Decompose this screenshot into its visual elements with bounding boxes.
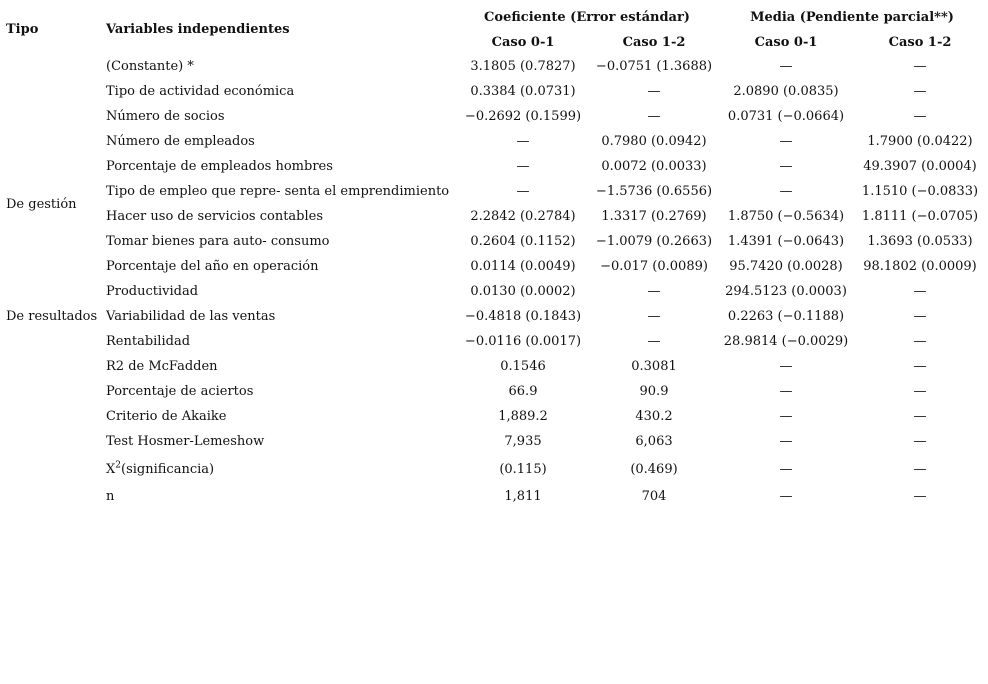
media-caso-1-2-cell: — (913, 461, 927, 477)
table-row (4, 404, 986, 429)
coef-caso-1-2-cell: 0.7980 (0.0942) (601, 134, 707, 149)
variable-cell: Criterio de Akaike (106, 409, 227, 424)
variable-cell: Porcentaje de empleados hombres (106, 159, 333, 174)
coef-caso-1-2-cell: −1.5736 (0.6556) (595, 184, 713, 199)
variable-cell: Test Hosmer-Lemeshow (106, 434, 265, 449)
media-caso-0-1-cell: 95.7420 (0.0028) (729, 259, 843, 274)
tipo-cell (4, 484, 104, 509)
header-media: Media (Pendiente parcial**) (750, 9, 954, 25)
media-caso-1-2-cell: — (913, 284, 927, 299)
tipo-cell (4, 404, 104, 429)
coef-caso-0-1-cell: 0.1546 (500, 359, 546, 374)
table-row (4, 329, 986, 354)
media-caso-1-2-cell: 1.7900 (0.0422) (867, 134, 973, 149)
group-label-resultados: De resultados (6, 309, 98, 324)
coef-caso-1-2-cell: 90.9 (639, 384, 669, 399)
variable-cell: Variabilidad de las ventas (106, 309, 276, 324)
media-caso-1-2-cell: — (913, 384, 927, 399)
table-row (4, 179, 986, 204)
coef-caso-1-2-cell: — (647, 309, 661, 324)
media-caso-1-2-cell: — (913, 309, 927, 324)
results-table (4, 4, 986, 509)
media-caso-0-1-cell: — (779, 384, 793, 399)
media-caso-1-2-cell: — (913, 409, 927, 424)
header-variables: Variables independientes (106, 21, 290, 37)
variable-cell: n (106, 489, 115, 504)
variable-cell: Rentabilidad (106, 334, 191, 349)
header-coeficiente: Coeficiente (Error estándar) (484, 9, 690, 25)
media-caso-0-1-cell: — (779, 184, 793, 199)
media-caso-1-2-cell: — (913, 334, 927, 349)
media-caso-0-1-cell: — (779, 359, 793, 374)
table-row (4, 154, 986, 179)
coef-caso-1-2-cell: −0.017 (0.0089) (600, 259, 708, 274)
coef-caso-0-1-cell: 66.9 (508, 384, 538, 399)
header-row-1 (4, 4, 986, 30)
coef-caso-1-2-cell: 1.3317 (0.2769) (601, 209, 707, 224)
tipo-cell (4, 79, 104, 104)
variable-cell: Productividad (106, 284, 199, 299)
group-label-gestion: De gestión (6, 196, 77, 212)
variable-cell: Tipo de actividad económica (106, 84, 295, 99)
subheader-media-caso-1-2: Caso 1-2 (888, 34, 952, 50)
chi-symbol: X (106, 461, 116, 477)
coef-caso-0-1-cell: 7,935 (504, 434, 542, 449)
table-row (4, 304, 986, 329)
coef-caso-1-2-cell: 0.0072 (0.0033) (601, 159, 707, 174)
coef-caso-0-1-cell: — (516, 184, 530, 199)
table-row (4, 79, 986, 104)
media-caso-1-2-cell: — (913, 434, 927, 449)
variable-cell: Porcentaje de aciertos (106, 384, 254, 399)
tipo-cell (4, 379, 104, 404)
table-row (4, 254, 986, 279)
table-row (4, 204, 986, 229)
media-caso-0-1-cell: — (779, 489, 793, 504)
media-caso-1-2-cell: 98.1802 (0.0009) (863, 259, 977, 274)
variable-cell: (Constante) * (106, 59, 194, 74)
coef-caso-1-2-cell: — (647, 334, 661, 349)
chi-label: (significancia) (121, 461, 215, 477)
coef-caso-0-1-cell: 1,889.2 (498, 409, 548, 424)
coef-caso-1-2-cell: — (647, 84, 661, 99)
media-caso-0-1-cell: 294.5123 (0.0003) (725, 284, 847, 299)
media-caso-1-2-cell: — (913, 59, 927, 74)
variable-cell: Número de empleados (106, 134, 255, 149)
tipo-cell (4, 454, 104, 484)
tipo-cell (4, 104, 104, 129)
tipo-cell (4, 429, 104, 454)
coef-caso-0-1-cell: −0.4818 (0.1843) (464, 309, 582, 324)
chi-superscript: 2 (115, 460, 121, 471)
media-caso-0-1-cell: 28.9814 (−0.0029) (723, 334, 849, 349)
coef-caso-1-2-cell: 0.3081 (631, 359, 677, 374)
media-caso-1-2-cell: 1.1510 (−0.0833) (861, 184, 979, 199)
coef-caso-1-2-cell: — (647, 109, 661, 124)
tipo-cell (4, 54, 104, 79)
media-caso-1-2-cell: 1.8111 (−0.0705) (861, 209, 979, 224)
coef-caso-1-2-cell: −1.0079 (0.2663) (595, 234, 713, 249)
coef-caso-1-2-cell: — (647, 284, 661, 299)
coef-caso-1-2-cell: 430.2 (635, 409, 673, 424)
media-caso-1-2-cell: — (913, 109, 927, 124)
variable-cell: Número de socios (106, 109, 225, 124)
media-caso-0-1-cell: — (779, 59, 793, 74)
media-caso-0-1-cell: 1.8750 (−0.5634) (727, 209, 845, 224)
table-row (4, 429, 986, 454)
media-caso-1-2-cell: — (913, 489, 927, 504)
media-caso-1-2-cell: 49.3907 (0.0004) (863, 159, 977, 174)
media-caso-0-1-cell: — (779, 409, 793, 424)
coef-caso-0-1-cell: (0.115) (499, 461, 547, 477)
coef-caso-1-2-cell: −0.0751 (1.3688) (595, 59, 713, 74)
header-tipo: Tipo (6, 21, 39, 37)
table-row (4, 279, 986, 304)
media-caso-0-1-cell: — (779, 461, 793, 477)
table-row (4, 354, 986, 379)
variable-cell: R2 de McFadden (106, 359, 218, 374)
media-caso-0-1-cell: 1.4391 (−0.0643) (727, 234, 845, 249)
media-caso-1-2-cell: — (913, 359, 927, 374)
coef-caso-0-1-cell: — (516, 159, 530, 174)
media-caso-0-1-cell: 0.2263 (−0.1188) (727, 309, 845, 324)
subheader-coef-caso-1-2: Caso 1-2 (622, 34, 686, 50)
table-row (4, 379, 986, 404)
table-row (4, 129, 986, 154)
coef-caso-1-2-cell: 704 (641, 489, 667, 504)
media-caso-0-1-cell: — (779, 134, 793, 149)
media-caso-1-2-cell: 1.3693 (0.0533) (867, 234, 973, 249)
variable-cell: Hacer uso de servicios contables (106, 209, 324, 224)
tipo-cell (4, 354, 104, 379)
coef-caso-0-1-cell: −0.2692 (0.1599) (464, 109, 582, 124)
subheader-media-caso-0-1: Caso 0-1 (754, 34, 818, 50)
media-caso-0-1-cell: 2.0890 (0.0835) (733, 84, 839, 99)
table-row (4, 54, 986, 79)
coef-caso-1-2-cell: (0.469) (630, 461, 678, 477)
coef-caso-0-1-cell: −0.0116 (0.0017) (464, 334, 582, 349)
variable-cell: Tipo de empleo que repre- senta el emprendimiento (106, 184, 450, 199)
coef-caso-1-2-cell: 6,063 (635, 434, 673, 449)
media-caso-0-1-cell: — (779, 159, 793, 174)
coef-caso-0-1-cell: 0.3384 (0.0731) (470, 84, 576, 99)
coef-caso-0-1-cell: 3.1805 (0.7827) (470, 59, 576, 74)
subheader-coef-caso-0-1: Caso 0-1 (491, 34, 555, 50)
coef-caso-0-1-cell: 0.0114 (0.0049) (470, 259, 576, 274)
media-caso-1-2-cell: — (913, 84, 927, 99)
coef-caso-0-1-cell: 0.2604 (0.1152) (470, 234, 576, 249)
table-row (4, 484, 986, 509)
coef-caso-0-1-cell: 0.0130 (0.0002) (470, 284, 576, 299)
coef-caso-0-1-cell: 2.2842 (0.2784) (470, 209, 576, 224)
coef-caso-0-1-cell: 1,811 (504, 489, 542, 504)
variable-cell-chi-square (104, 454, 456, 484)
media-caso-0-1-cell: — (779, 434, 793, 449)
table-row (4, 229, 986, 254)
coef-caso-0-1-cell: — (516, 134, 530, 149)
table-row (4, 104, 986, 129)
variable-cell: Porcentaje del año en operación (106, 259, 319, 274)
media-caso-0-1-cell: 0.0731 (−0.0664) (727, 109, 845, 124)
variable-cell: Tomar bienes para auto- consumo (106, 234, 330, 249)
table-row (4, 454, 986, 484)
